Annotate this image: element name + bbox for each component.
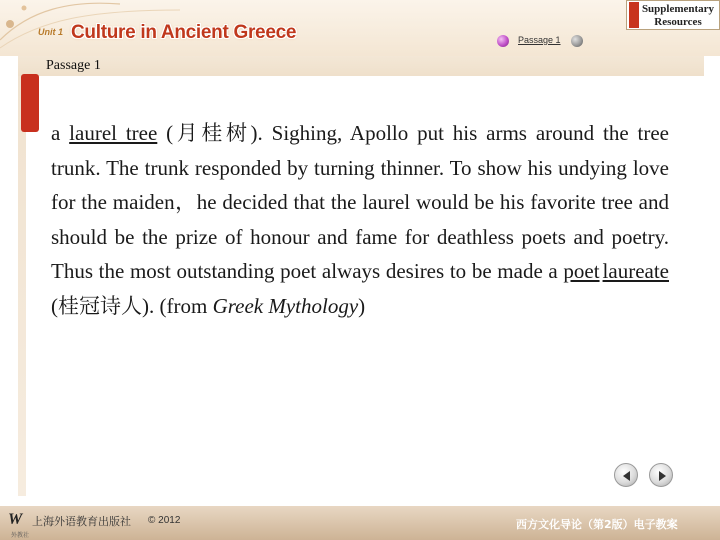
supplementary-label-line1: Supplementary xyxy=(641,3,715,15)
text-segment: a xyxy=(51,121,70,145)
text-segment: ) xyxy=(358,293,366,318)
passage-1-nav-dot[interactable] xyxy=(497,35,509,47)
unit-label: Unit 1 xyxy=(38,27,64,37)
supplementary-resources-button[interactable] xyxy=(626,0,720,30)
supplementary-label-line2: Resources xyxy=(654,16,702,28)
passage-heading-bar xyxy=(18,56,704,76)
publisher-logo: W xyxy=(8,511,23,528)
passage-1-link[interactable]: Passage 1 xyxy=(518,35,561,45)
header-bar xyxy=(0,0,720,56)
next-page-button[interactable] xyxy=(649,463,673,487)
book-title: Greek Mythology xyxy=(212,293,359,318)
publisher-sub: 外教社 xyxy=(11,532,30,539)
passage-2-nav-dot[interactable] xyxy=(571,35,583,47)
previous-page-button[interactable] xyxy=(614,463,638,487)
passage-paragraph xyxy=(51,116,669,324)
text-segment: (桂冠诗人). (from xyxy=(51,293,213,318)
course-title: 西方文化导论（第2版）电子教案 xyxy=(516,518,678,531)
publisher-name: 上海外语教育出版社 xyxy=(32,515,131,528)
copyright: © 2012 xyxy=(148,515,181,526)
unit-title: Culture in Ancient Greece xyxy=(71,22,297,43)
term-laureate: laureate xyxy=(602,259,669,284)
passage-body xyxy=(51,116,669,324)
left-arrow-icon xyxy=(621,470,633,482)
right-arrow-icon xyxy=(656,470,668,482)
red-accent-mark xyxy=(21,74,39,132)
term-laurel-tree: laurel tree xyxy=(69,121,158,145)
text-segment: (月桂树). Sighing, Apollo put his arms around the tree trunk. The trunk responded by turning thinner. To show his undying love for the maiden，he decided that the laurel would be his favorite tree and should be the prize of honour and fame for deathless poets and poetry. Thus the most outstanding poet always desires to be made a xyxy=(51,121,669,284)
footer-bar xyxy=(0,506,720,540)
passage-heading: Passage 1 xyxy=(46,58,101,73)
term-poet: poet xyxy=(563,259,600,284)
